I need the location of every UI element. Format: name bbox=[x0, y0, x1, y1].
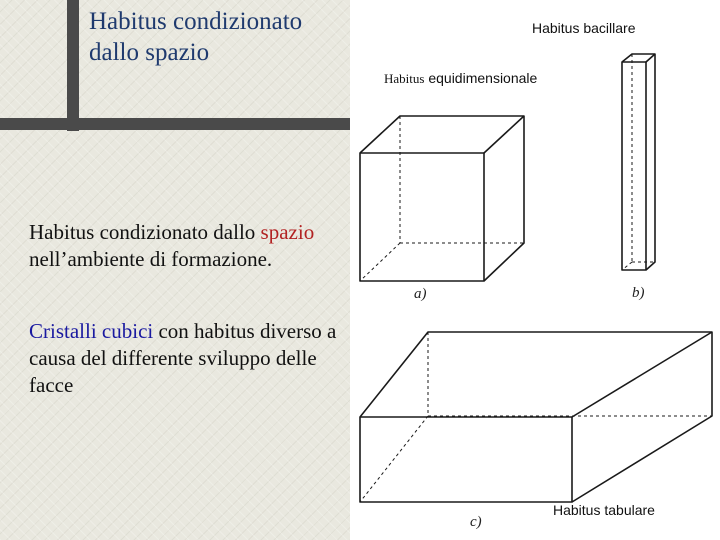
prism-bacillare bbox=[622, 54, 655, 270]
text-block-cristalli-part2: con habitus diverso a causa del differente sviluppo delle facce bbox=[29, 319, 337, 397]
label-habitus-bacillare: Habitus bacillare bbox=[532, 20, 636, 36]
label-equidimensionale-word: equidimensionale bbox=[424, 70, 538, 86]
highlight-cristalli-cubici: Cristalli cubici bbox=[29, 319, 154, 343]
text-block-spazio bbox=[29, 219, 339, 273]
accent-bar-horizontal bbox=[0, 118, 350, 130]
crystal-figure-panel bbox=[350, 0, 720, 540]
label-habitus-equidimensionale bbox=[384, 70, 537, 87]
text-block-spazio-part2: nell’ambiente di formazione. bbox=[29, 247, 273, 271]
slab-tabulare bbox=[360, 332, 712, 502]
label-habitus-tabulare: Habitus tabulare bbox=[553, 502, 655, 518]
figure-letter-b: b) bbox=[632, 285, 645, 301]
label-habitus-word: Habitus bbox=[384, 71, 425, 86]
figure-letter-a: a) bbox=[414, 286, 427, 302]
highlight-spazio: spazio bbox=[260, 220, 315, 244]
text-block-cristalli bbox=[29, 318, 339, 399]
cube-equidimensional bbox=[360, 116, 524, 281]
accent-bar-vertical bbox=[67, 0, 79, 131]
slide-title: Habitus condizionato dallo spazio bbox=[89, 8, 303, 66]
text-block-spazio-part1: Habitus condizionato dallo bbox=[29, 220, 261, 244]
figure-letter-c: c) bbox=[470, 514, 482, 530]
